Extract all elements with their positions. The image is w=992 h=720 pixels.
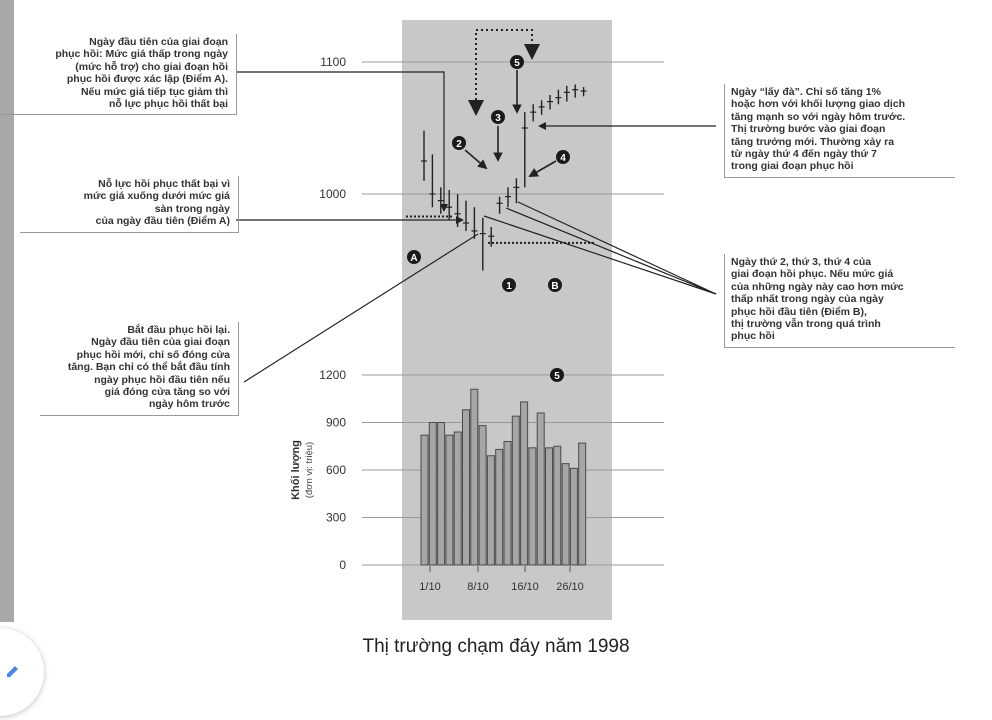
- price-tick-label: 1100: [320, 55, 346, 69]
- marker-5: 5: [514, 58, 520, 69]
- volume-bar: [446, 435, 453, 565]
- marker-4: 4: [560, 153, 566, 164]
- volume-marker-5: 5: [554, 371, 560, 382]
- volume-bar: [421, 435, 428, 565]
- volume-bar: [570, 468, 577, 565]
- note-restart: Bắt đầu phục hồi lại. Ngày đầu tiên của giai đoạn phục hồi mới, chỉ số đóng cửa tăng. Bạn chỉ có thể bắt đầu tính ngày phục hồi đầu tiên nếu giá đóng cửa tăng so với ngày hôm trước: [40, 322, 239, 416]
- level-b-badge: B: [551, 281, 559, 292]
- volume-bar: [546, 448, 553, 565]
- volume-bar: [529, 448, 536, 565]
- volume-bar: [521, 402, 528, 565]
- volume-bar: [496, 449, 503, 565]
- volume-bar: [463, 410, 470, 565]
- marker-3: 3: [495, 113, 501, 124]
- volume-bar: [562, 464, 569, 565]
- note-days-2-4: Ngày thứ 2, thứ 3, thứ 4 của giai đoạn hồi phục. Nếu mức giá của những ngày này cao hơn mức thấp nhất trong ngày của ngày phục hồi đầu tiên (Điểm B), thị trường vẫn trong quá trình phục hồi: [724, 254, 955, 348]
- volume-tick-label: 900: [325, 415, 346, 430]
- volume-tick-label: 600: [325, 463, 346, 477]
- volume-bar: [471, 389, 478, 565]
- volume-axis-label: Khối lượng: [290, 440, 302, 500]
- volume-tick-label: 0: [339, 558, 346, 572]
- volume-x-tick-label: 26/10: [556, 581, 584, 593]
- volume-bar: [579, 443, 586, 565]
- price-tick-label: 1000: [319, 187, 346, 201]
- volume-x-tick-label: 16/10: [511, 581, 539, 593]
- marker-2: 2: [456, 139, 462, 150]
- volume-x-tick-label: 1/10: [419, 581, 441, 593]
- volume-bar: [504, 442, 511, 566]
- volume-bar: [554, 446, 561, 565]
- volume-x-tick-label: 8/10: [467, 581, 489, 593]
- volume-bar: [429, 423, 436, 566]
- volume-bar: [537, 413, 544, 565]
- level-a-badge: A: [410, 253, 418, 264]
- volume-tick-label: 1200: [319, 368, 346, 382]
- note-follow-through-day: Ngày “lấy đà”. Chỉ số tăng 1% hoặc hơn với khối lượng giao dịch tăng mạnh so với ngày hôm trước. Thị trường bước vào giai đoạn tăng trưởng mới. Thường xảy ra từ ngày thứ 4 đến ngày thứ 7 trong giai đoạn phục hồi: [724, 84, 955, 178]
- volume-bar: [512, 416, 519, 565]
- volume-axis-sublabel: (đơn vị: triệu): [304, 441, 315, 499]
- volume-bar: [454, 432, 461, 565]
- volume-bar: [487, 456, 494, 565]
- note-first-day: Ngày đầu tiên của giai đoạn phục hồi: Mức giá thấp trong ngày (mức hỗ trợ) cho giai đoạn hồi phục hồi được xác lập (Điểm A). Nếu mức giá tiếp tục giảm thì nỗ lực phục hồi thất bại: [0, 34, 237, 115]
- chart-caption: Thị trường chạm đáy năm 1998: [362, 636, 630, 657]
- volume-bar: [479, 426, 486, 565]
- note-failed-attempt: Nỗ lực hồi phục thất bại vì mức giá xuống dưới mức giá sàn trong ngày của ngày đầu tiên (Điểm A): [20, 176, 239, 233]
- volume-tick-label: 300: [325, 510, 346, 525]
- volume-bar: [438, 423, 445, 566]
- marker-1: 1: [506, 281, 512, 292]
- edit-pencil-icon: [6, 664, 20, 678]
